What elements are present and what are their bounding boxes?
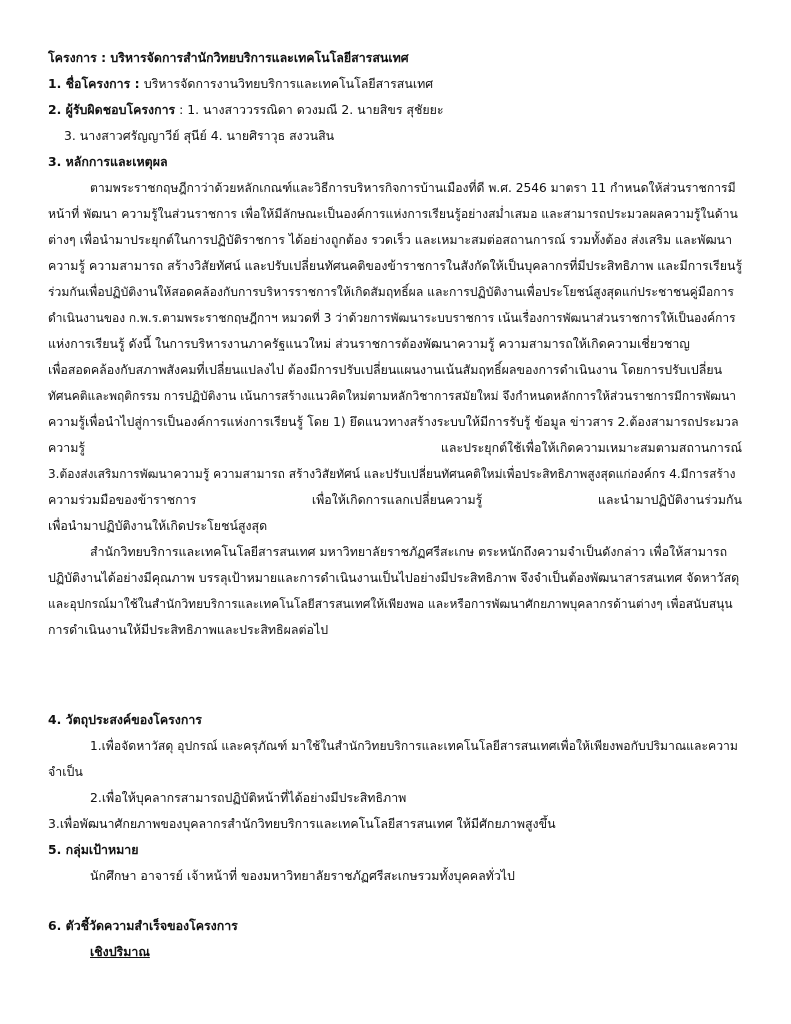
section-2-line [48,98,444,122]
objective-3: 3.เพื่อพัฒนาศักยภาพของบุคลากรสำนักวิทยบริการและเทคโนโลยีสารสนเทศ ให้มีศักยภาพสูงขึ้น [48,816,556,831]
objective-2: 2.เพื่อให้บุคลากรสามารถปฏิบัติหน้าที่ได้อย่างมีประสิทธิภาพ [90,790,407,805]
section-4-heading: 4. วัตถุประสงค์ของโครงการ [48,712,202,727]
section-3-p1-line: ตามพระราชกฤษฎีกาว่าด้วยหลักเกณฑ์และวิธีการบริหารกิจการบ้านเมืองที่ดี พ.ศ. 2546 มาตรา 11 กำหนดให้ส่วนราชการมี [90,181,736,195]
section-3-p1-line: ดำเนินงานของ ก.พ.ร.ตามพระราชกฤษฎีกาฯ หมวดที่ 3 ว่าด้วยการพัฒนาระบบราชการ เน้นเรื่องการพัฒนาส่วนราชการให้เป็นองค์การ [48,311,736,325]
section-2-heading: 2. ผู้รับผิดชอบโครงการ [48,102,176,117]
project-title-line [48,46,409,70]
section-3-p1-line: ความรู้เพื่อนำไปสู่การเป็นองค์การแห่งการเรียนรู้ โดย 1) ยึดแนวทางสร้างระบบให้มีการรับรู้ ข้อมูล ข่าวสาร 2.ต้องสามารถประมวล [48,414,739,429]
section-3-p1-line: เพื่อนำมาปฏิบัติงานให้เกิดประโยชน์สูงสุด [48,518,268,533]
section-3-p2-line: และอุปกรณ์มาใช้ในสำนักวิทยบริการและเทคโนโลยีสารสนเทศให้เพียงพอ และหรือการพัฒนาศักยภาพบุคลากรด้านต่างๆ เพื่อสนับสนุน [48,597,733,611]
section-3-heading: 3. หลักการและเหตุผล [48,154,168,169]
section-1-text: บริหารจัดการงานวิทยบริการและเทคโนโลยีสารสนเทศ [143,76,434,91]
section-3-p1-line: ความรู้ และประยุกต์ใช้เพื่อให้เกิดความเหมาะสมตามสถานการณ์ [48,440,742,455]
section-3-p1-line: ต่างๆ เพื่อนำมาประยุกต์ในการปฏิบัติราชการ ได้อย่างถูกต้อง รวดเร็ว และเหมาะสมต่อสถานการณ์ รวมทั้งต้อง ส่งเสริม และพัฒนา [48,232,733,247]
section-3-p2-line: สำนักวิทยบริการและเทคโนโลยีสารสนเทศ มหาวิทยาลัยราชภัฏศรีสะเกษ ตระหนักถึงความจำเป็นดังกล่าว เพื่อให้สามารถ [90,544,728,559]
section-1-line [48,72,433,96]
objective-1-continued: จำเป็น [48,764,83,779]
section-3-p1-line: เพื่อสอดคล้องกับสภาพสังคมที่เปลี่ยนแปลงไป ต้องมีการปรับเปลี่ยนแผนงานเน้นสัมฤทธิ์ผลของการดำเนินงาน โดยการปรับเปลี่ยน [48,362,723,377]
section-3-p1-line: ร่วมกันเพื่อปฏิบัติงานให้สอดคล้องกับการบริหารราชการให้เกิดสัมฤทธิ์ผล และการปฏิบัติงานเพื่อประโยชน์สูงสุดแก่ประชาชนคู่มือการ [48,285,734,299]
section-3-p1-line: หน้าที่ พัฒนา ความรู้ในส่วนราชการ เพื่อให้มีลักษณะเป็นองค์การแห่งการเรียนรู้อย่างสม่ำเสมอ และสามารถประมวลผลความรู้ในด้าน [48,207,738,221]
section-5-heading: 5. กลุ่มเป้าหมาย [48,842,139,857]
section-3-p1-line: ความรู้ ความสามารถ สร้างวิสัยทัศน์ และปรับเปลี่ยนทัศนคติของข้าราชการในสังกัดให้เป็นบุคลากรที่มีประสิทธิภาพ และมีการเรียนรู้ [48,258,743,273]
target-group-text: นักศึกษา อาจารย์ เจ้าหน้าที่ ของมหาวิทยาลัยราชภัฏศรีสะเกษรวมทั้งบุคคลทั่วไป [90,868,515,883]
objective-1: 1.เพื่อจัดหาวัสดุ อุปกรณ์ และครุภัณฑ์ มาใช้ในสำนักวิทยบริการและเทคโนโลยีสารสนเทศเพื่อให้เพียงพอกับปริมาณและความ [90,739,738,753]
quantitative-subheading: เชิงปริมาณ [90,944,150,959]
section-3-p1-line: ทัศนคติและพฤติกรรม การปฏิบัติงาน เน้นการสร้างแนวคิดใหม่ตามหลักวิชาการสมัยใหม่ จึงกำหนดหลักการให้ส่วนราชการมีการพัฒนา [48,389,737,403]
section-2-responsible-1: : 1. นางสาววรรณิดา ดวงมณี 2. นายสิขร สุชัยยะ [175,102,444,117]
section-1-heading: 1. ชื่อโครงการ : [48,76,144,91]
project-title-label: โครงการ : [48,50,111,65]
section-3-p2-line: การดำเนินงานให้มีประสิทธิภาพและประสิทธิผลต่อไป [48,622,329,637]
section-3-p1-line: ความร่วมมือของข้าราชการ เพื่อให้เกิดการแลกเปลี่ยนความรู้ และนำมาปฏิบัติงานร่วมกัน [48,492,742,507]
section-3-p2-line: ปฏิบัติงานได้อย่างมีคุณภาพ บรรลุเป้าหมายและการดำเนินงานเป็นไปอย่างมีประสิทธิภาพ จึงจำเป็นต้องพัฒนาสารสนเทศ จัดหาวัสดุ [48,570,740,585]
section-3-p1-line: 3.ต้องส่งเสริมการพัฒนาความรู้ ความสามารถ สร้างวิสัยทัศน์ และปรับเปลี่ยนทัศนคติใหม่เพื่อประสิทธิภาพสูงสุดแก่องค์กร 4.มีการสร้าง [48,467,736,481]
project-title: บริหารจัดการสำนักวิทยบริการและเทคโนโลยีสารสนเทศ [110,50,409,65]
section-2-responsible-2: 3. นางสาวศรัญญาวีย์ สุนีย์ 4. นายศิราวุธ สงวนสิน [64,128,335,143]
section-3-p1-line: แห่งการเรียนรู้ ดังนี้ ในการบริหารงานภาครัฐแนวใหม่ ส่วนราชการต้องพัฒนาความรู้ ความสามารถให้เกิดความเชี่ยวชาญ [48,336,690,351]
section-6-heading: 6. ตัวชี้วัดความสำเร็จของโครงการ [48,918,238,933]
